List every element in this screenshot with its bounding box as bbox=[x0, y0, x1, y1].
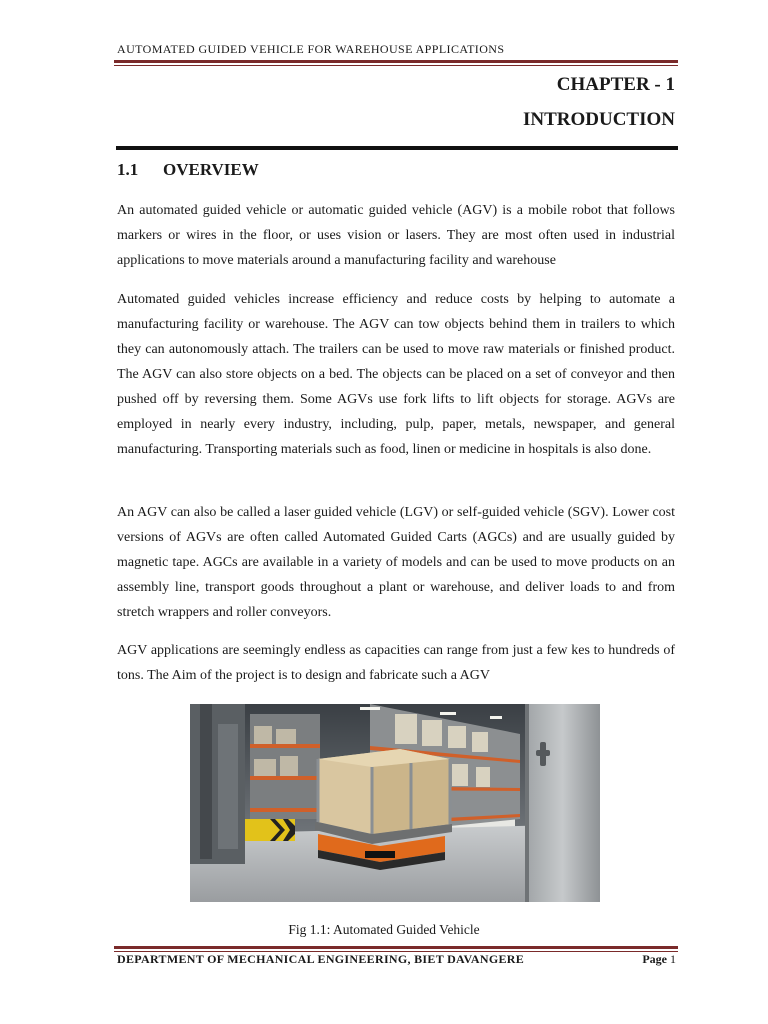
section-title: OVERVIEW bbox=[163, 160, 259, 179]
running-header: AUTOMATED GUIDED VEHICLE FOR WAREHOUSE APPLICATIONS bbox=[117, 42, 505, 56]
page-number bbox=[642, 952, 676, 967]
agv-warehouse-photo bbox=[190, 704, 600, 902]
footer-rule bbox=[114, 946, 678, 949]
header-rule bbox=[114, 60, 678, 63]
chapter-number: CHAPTER - 1 bbox=[556, 74, 675, 95]
paragraph: Automated guided vehicles increase efficiency and reduce costs by helping to automate a manufacturing facility or warehouse. The AGV can tow objects behind them in trailers to which they can autonomously attach. The trailers can be used to move raw materials or finished product. The AGV can also store objects on a bed. The objects can be placed on a set of conveyor and then pushed off by reversing them. Some AGVs use fork lifts to lift objects for storage. AGVs are employed in nearly every industry, including, pulp, paper, metals, newspaper, and general manufacturing. Transporting materials such as food, linen or medicine in hospitals is also done. bbox=[117, 292, 675, 457]
section-heading bbox=[117, 160, 259, 180]
section-number: 1.1 bbox=[117, 160, 139, 179]
footer-department: DEPARTMENT OF MECHANICAL ENGINEERING, BIET DAVANGERE bbox=[117, 952, 525, 966]
chapter-rule bbox=[116, 146, 678, 150]
figure-caption: Fig 1.1: Automated Guided Vehicle bbox=[288, 922, 480, 937]
header-rule-thin bbox=[114, 65, 678, 66]
chapter-title: INTRODUCTION bbox=[522, 109, 675, 130]
page-number-value: 1 bbox=[670, 952, 676, 966]
page-label: Page bbox=[642, 952, 667, 966]
paragraph: AGV applications are seemingly endless as capacities can range from just a few kes to hundreds of tons. The Aim of the project is to design and fabricate such a AGV bbox=[117, 643, 675, 683]
paragraph: An AGV can also be called a laser guided vehicle (LGV) or self-guided vehicle (SGV). Lower cost versions of AGVs are often called Automated Guided Carts (AGCs) and are usually guided by magnetic tape. AGCs are available in a variety of models and can be used to move products on an assembly line, transport goods throughout a plant or warehouse, and deliver loads to and from stretch wrappers and roller conveyors. bbox=[117, 505, 675, 620]
paragraph: An automated guided vehicle or automatic guided vehicle (AGV) is a mobile robot that follows markers or wires in the floor, or uses vision or lasers. They are most often used in industrial applications to move materials around a manufacturing facility and warehouse bbox=[117, 203, 675, 268]
